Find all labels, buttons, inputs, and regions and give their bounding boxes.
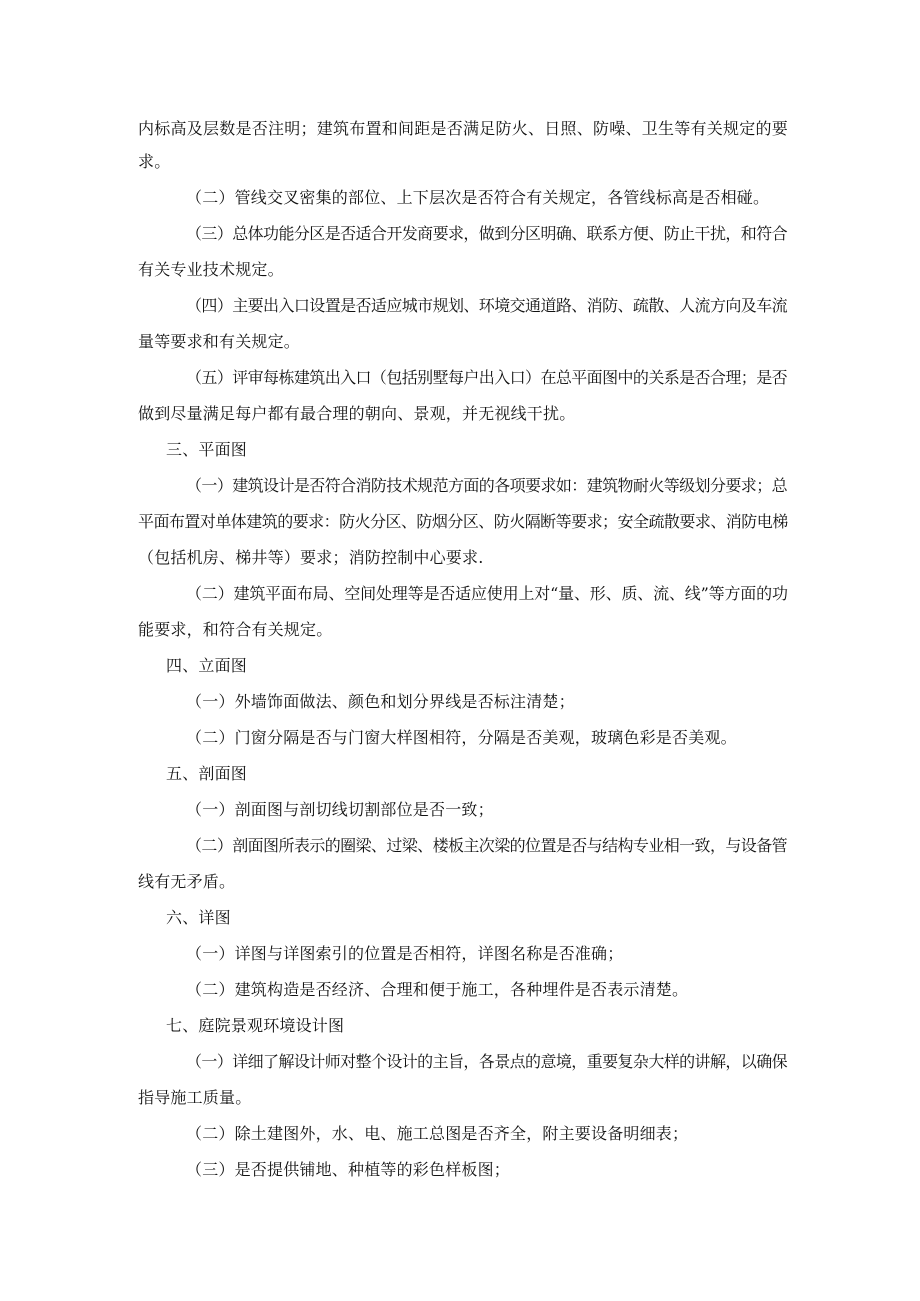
text-line: 线有无矛盾。 — [138, 872, 236, 891]
text-line: （一）剖面图与剖切线切割部位是否一致； — [186, 800, 494, 819]
text-line: （三）是否提供铺地、种植等的彩色样板图； — [186, 1160, 511, 1179]
text-line: （一）详图与详图索引的位置是否相符，详图名称是否准确； — [186, 944, 624, 963]
text-line: 指导施工质量。 — [138, 1088, 252, 1107]
text-line: （二）建筑构造是否经济、合理和便于施工，各种埋件是否表示清楚。 — [186, 980, 689, 999]
text-line: 做到尽量满足每户都有最合理的朝向、景观，并无视线干扰。 — [138, 404, 576, 423]
text-line: 平面布置对单体建筑的要求：防火分区、防烟分区、防火隔断等要求；安全疏散要求、消防电梯 — [138, 512, 788, 531]
text-line: （二）建筑平面布局、空间处理等是否适应使用上对“量、形、质、流、线”等方面的功 — [186, 584, 788, 603]
text-line: （三）总体功能分区是否适合开发商要求，做到分区明确、联系方便、防止干扰，和符合 — [186, 224, 788, 243]
text-line: （包括机房、梯井等）要求；消防控制中心要求. — [138, 548, 484, 567]
text-line: 有关专业技术规定。 — [138, 260, 284, 279]
text-line: （一）建筑设计是否符合消防技术规范方面的各项要求如：建筑物耐火等级划分要求；总 — [186, 476, 788, 495]
text-line: （四）主要出入口设置是否适应城市规划、环境交通道路、消防、疏散、人流方向及车流 — [186, 296, 788, 315]
text-line: 六、详图 — [166, 908, 231, 927]
text-line: 能要求，和符合有关规定。 — [138, 620, 333, 639]
text-line: 五、剖面图 — [166, 764, 248, 783]
text-line: 求。 — [138, 152, 171, 171]
text-line: 三、平面图 — [166, 440, 248, 459]
text-line: （一）外墙饰面做法、颜色和划分界线是否标注清楚； — [186, 692, 575, 711]
text-line: （五）评审每栋建筑出入口（包括别墅每户出入口）在总平面图中的关系是否合理；是否 — [186, 368, 788, 387]
text-line: 四、立面图 — [166, 656, 248, 675]
text-line: （二）除土建图外，水、电、施工总图是否齐全，附主要设备明细表； — [186, 1124, 689, 1143]
text-line: 内标高及层数是否注明；建筑布置和间距是否满足防火、日照、防噪、卫生等有关规定的要 — [138, 119, 789, 138]
text-line: （一）详细了解设计师对整个设计的主旨，各景点的意境，重要复杂大样的讲解，以确保 — [186, 1052, 788, 1071]
text-line: （二）门窗分隔是否与门窗大样图相符，分隔是否美观，玻璃色彩是否美观。 — [186, 728, 737, 747]
text-line: （二）剖面图所表示的圈梁、过梁、楼板主次梁的位置是否与结构专业相一致，与设备管 — [186, 836, 788, 855]
text-line: （二）管线交叉密集的部位、上下层次是否符合有关规定，各管线标高是否相碰。 — [186, 188, 770, 207]
text-line: 七、庭院景观环境设计图 — [166, 1016, 345, 1035]
text-line: 量等要求和有关规定。 — [138, 332, 301, 351]
